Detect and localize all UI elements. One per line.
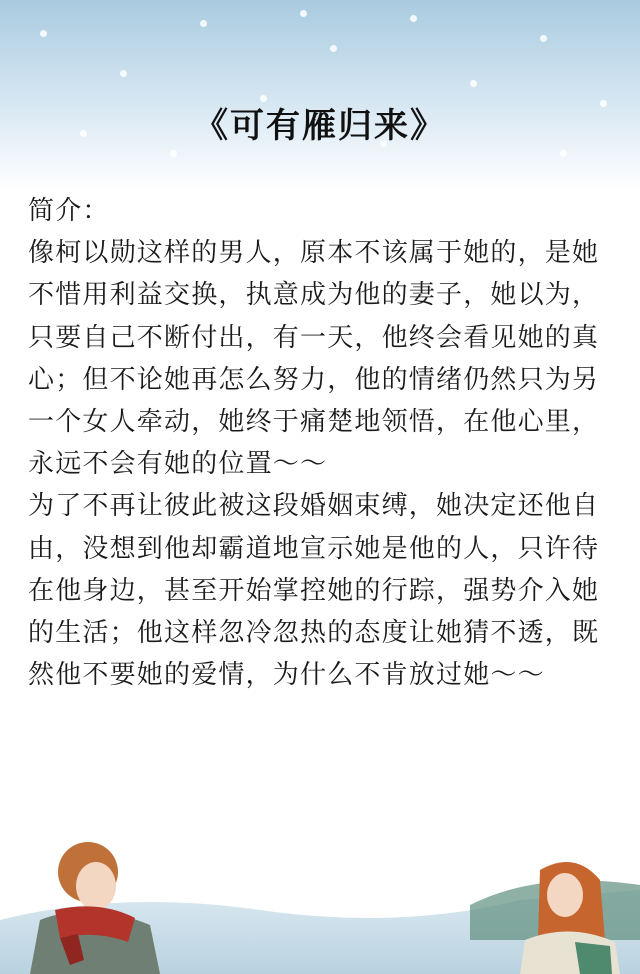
illustration-couple-in-snow [0,830,640,974]
paragraph-2: 为了不再让彼此被这段婚姻束缚，她决定还他自由，没想到他却霸道地宣示她是他的人，只许待在他身边，甚至开始掌控她的行踪，强势介入她的生活；他这样忽冷忽热的态度让她猜不透，既然他不要她的爱情，为什么不肯放过她～～ [28,491,600,691]
page-title: 《可有雁归来》 [194,106,446,146]
intro-label: 简介： [28,196,110,226]
article-body [28,190,618,696]
paragraph-1: 像柯以勋这样的男人，原本不该属于她的，是她不惜用利益交换，执意成为他的妻子，她以为，只要自己不断付出，有一天，他终会看见她的真心；但不论她再怎么努力，他的情绪仍然只为另一个女人牵动，她终于痛楚地领悟，在他心里，永远不会有她的位置～～ [28,238,600,480]
snowy-sky-banner [0,0,640,190]
